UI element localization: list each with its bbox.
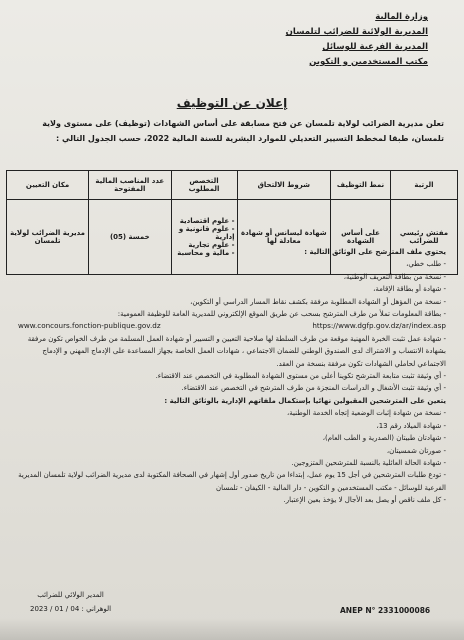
cell-mode: على أساس الشهادة [331,200,391,275]
list-item: - شهادة الميلاد رقم 13، [18,420,446,432]
signature-date: الوهراني : 04 / 01 / 2023 [30,605,112,613]
header-ministry: وزارة المالية [375,12,428,22]
bottom-shadow [0,618,464,640]
list-item: - طلب خطي، [18,258,446,270]
final-documents-heading: يتعين على المترشحين المقبولين نهائيا بإستكمال ملفاتهم الإدارية بالوثائق التالية : [164,396,446,405]
list-item: - بطاقة المعلومات تملأ من طرف المترشح بسحب عن طريق الموقع الإلكتروني للمديرية العامة للوظيفة العمومية: [18,308,446,320]
list-item: - أي وثيقة تثبت الأشغال و الدراسات المنجزة من طرف المترشح في التخصص عند الاقتضاء. [18,382,446,394]
cell-rank: مفتش رئيسي للضرائب [390,200,457,275]
intro-paragraph: تعلن مديرية الضرائب لولاية تلمسان عن فتح مسابقة على أساس الشهادات (توظيف) على مستوى ولاية تلمسان، طبقا لمخطط التسيير التعديلي للموارد البشرية للسنة المالية 2022، حسب الجدول التالي : [42,119,444,143]
specialty-item: - مالية و محاسبة [177,249,235,257]
signature-block [30,588,111,616]
list-item: - كل ملف ناقص أو يصل بعد الأجال لا يؤخذ بعين الإعتبار. [18,494,446,506]
cell-condition: شهادة ليسانس أو شهادة معادلة لها [237,200,331,275]
cell-positions: خمسة (05) [89,200,171,275]
table-header-place: مكان التعيين [7,171,89,200]
list-item: - نسخة من شهادة إثبات الوضعية إتجاه الخدمة الوطنية، [18,407,446,419]
list-item: - أي وثيقة تثبت متابعة المترشح تكوينا أعلى من مستوى الشهادة المطلوبة في التخصص عند الاقتضاء. [18,370,446,382]
list-item: - شهادة أو بطاقة الإقامة، [18,283,446,295]
signature-title: المدير الولائي للضرائب [37,591,104,599]
list-item: - نسخة من بطاقة التعريف الوطنية، [18,271,446,283]
requirements-body [18,246,446,507]
file-contents-heading: يحتوي ملف المترشح على الوثائق التالية : [304,248,446,256]
table-header-positions: عدد المناصب المالية المفتوحة [89,171,171,200]
specialty-item: - علوم قانونية و إدارية [178,225,235,241]
page-title: إعلان عن التوظيف [176,96,288,110]
list-item: - تودع طلبات المترشحين في أجل 15 يوم عمل، إبتداءا من تاريخ صدور أول إشهار في الصحافة المكتوبة لدى مديرية الضرائب لولاية تلمسان المديرية الفرعية للوسائل - مكتب المستخدمين و التكوين - دار المالية - الكيفان - تلمسان [18,469,446,494]
url-concours-link[interactable]: www.concours.fonction-publique.gov.dz [18,321,161,331]
list-item: - نسخة من المؤهل أو الشهادة المطلوبة مرفقة بكشف نقاط المسار الدراسي أو التكوين، [18,296,446,308]
specialty-item: - علوم اقتصادية [179,217,235,225]
header-office: مكتب المستخدمين و التكوين [309,57,428,67]
list-item: - شهادة عمل تثبت الخبرة المهنية موقعة من طرف السلطة لها صلاحية التعيين و التسيير أو شهادة العمل المسلمة من طرف الخواص تكون مرفقة بشهادة الانتساب و الاشتراك لدى الصندوق الوطني للضمان الاجتماعي ، شهادات العمل الخاصة بجهاز المساعدة على الإدماج المهني و الإدماج الاجتماعي لحاملي الشهادات تكون مرفقة بنسخة من العقد. [18,333,446,370]
table-header-mode: نمط التوظيف [331,171,391,200]
issuer-header [248,10,428,70]
header-subdirectorate: المديرية الفرعية للوسائل [322,42,428,52]
anep-reference: ANEP N° 2331000086 [340,606,431,615]
list-item: - شهادتان طبيتان (الصدرية و الطب العام)، [18,432,446,444]
table-header-condition: شروط الالتحاق [237,171,331,200]
cell-place: مديرية الضرائب لولاية تلمسان [7,200,89,275]
header-directorate: المديرية الولائية للضرائب لتلمسان [285,27,428,37]
url-dgfp-link[interactable]: https://www.dgfp.gov.dz/ar/index.asp [312,321,446,331]
url-line [18,320,446,332]
list-item: - صورتان شمسيتان، [18,445,446,457]
table-header-rank: الرتبة [390,171,457,200]
table-header-row [7,171,458,200]
list-item: - شهادة الحالة العائلية بالنسبة للمترشحين المتزوجين. [18,457,446,469]
table-header-specialty: التخصص المطلوب [171,171,237,200]
specialty-item: - علوم تجارية [188,241,235,249]
